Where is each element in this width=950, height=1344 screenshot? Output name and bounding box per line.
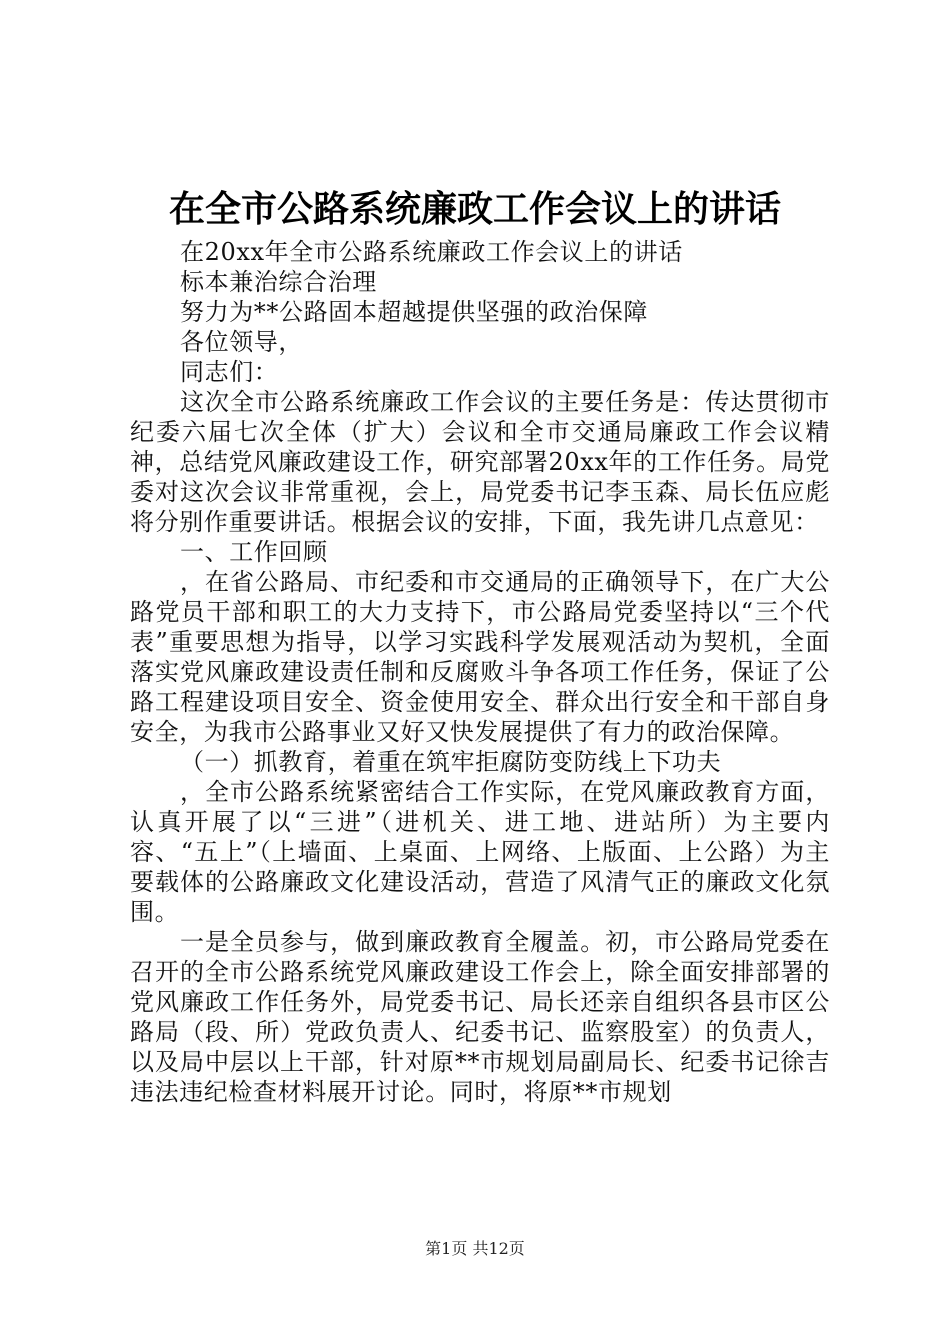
salutation: 各位领导，	[180, 328, 303, 356]
subtitle-line: 在20xx年全市公路系统廉政工作会议上的讲话	[180, 238, 683, 266]
document-body	[130, 237, 830, 1107]
body-paragraph: 一是全员参与，做到廉政教育全履盖。初，市公路局党委在召开的全市公路系统党风廉政建设工作会上，除全面安排部署的党风廉政工作任务外，局党委书记、局长还亲自组织各县市区公路局（段、所）党政负责人、纪委书记、监察股室）的负责人，以及局中层以上干部，针对原**市规划局副局长、纪委书记徐吉违法违纪检查材料展开讨论。同时，将原**市规划	[130, 928, 830, 1106]
document-title: 在全市公路系统廉政工作会议上的讲话	[168, 189, 781, 230]
subtitle-line: 标本兼治综合治理	[180, 268, 377, 296]
salutation: 同志们：	[180, 358, 279, 386]
subsection-heading: （一）抓教育，着重在筑牢拒腐防变防线上下功夫	[180, 748, 722, 776]
body-paragraph: ，全市公路系统紧密结合工作实际，在党风廉政教育方面，认真开展了以“三进”（进机关、进工地、进站所）为主要内容、“五上”（上墙面、上桌面、上网络、上版面、上公路）为主要载体的公路廉政文化建设活动，营造了风清气正的廉政文化氛围。	[130, 778, 830, 926]
page-number-footer: 第1页 共12页	[425, 1239, 525, 1258]
body-paragraph: ，在省公路局、市纪委和市交通局的正确领导下，在广大公路党员干部和职工的大力支持下，市公路局党委坚持以“三个代表”重要思想为指导，以学习实践科学发展观活动为契机，全面落实党风廉政建设责任制和反腐败斗争各项工作任务，保证了公路工程建设项目安全、资金使用安全、群众出行安全和干部自身安全，为我市公路事业又好又快发展提供了有力的政治保障。	[130, 568, 830, 746]
subtitle-line: 努力为**公路固本超越提供坚强的政治保障	[180, 298, 648, 326]
body-paragraph: 这次全市公路系统廉政工作会议的主要任务是：传达贯彻市纪委六届七次全体（扩大）会议和全市交通局廉政工作会议精神，总结党风廉政建设工作，研究部署20xx年的工作任务。局党委对这次会议非常重视，会上，局党委书记李玉森、局长伍应彪将分别作重要讲话。根据会议的安排，下面，我先讲几点意见：	[130, 388, 830, 536]
section-heading: 一、工作回顾	[180, 538, 328, 566]
